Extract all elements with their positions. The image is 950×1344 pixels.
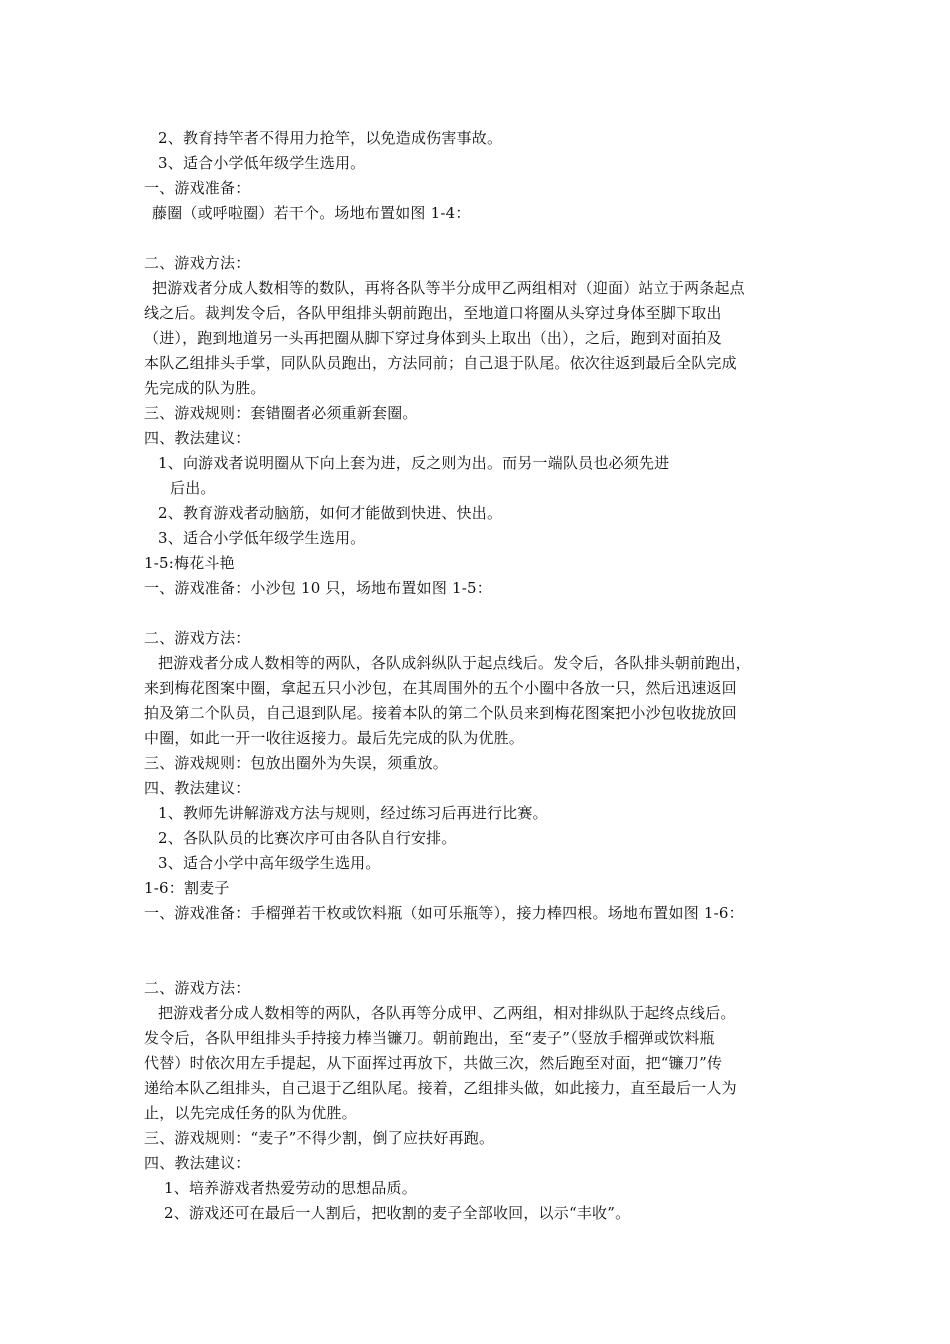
text-line: 本队乙组排头手掌，同队队员跑出，方法同前；自己退于队尾。依次往返到最后全队完成 (144, 354, 737, 372)
text-line: 线之后。裁判发令后，各队甲组排头朝前跑出，至地道口将圈从头穿过身体至脚下取出 (144, 304, 722, 322)
text-line: 3、适合小学低年级学生选用。 (158, 154, 366, 172)
section-heading: 二、游戏方法： (144, 979, 251, 997)
text-line: 把游戏者分成人数相等的两队，各队再等分成甲、乙两组，相对排纵队于起终点线后。 (158, 1004, 736, 1022)
list-item: 1、教师先讲解游戏方法与规则，经过练习后再进行比赛。 (158, 804, 548, 822)
text-line: 中圈，如此一开一收往返接力。最后先完成的队为优胜。 (144, 729, 525, 747)
text-line: 代替）时依次用左手提起，从下面挥过再放下，共做三次，然后跑至对面，把“镰刀”传 (144, 1054, 723, 1072)
list-item: 1、向游戏者说明圈从下向上套为进，反之则为出。而另一端队员也必须先进 (158, 454, 670, 472)
text-line: 把游戏者分成人数相等的数队，再将各队等半分成甲乙两组相对（迎面）站立于两条起点 (152, 279, 745, 297)
game-title: 1-6：割麦子 (144, 879, 230, 897)
text-line: 止，以先完成任务的队为优胜。 (144, 1104, 357, 1122)
list-item: 3、适合小学低年级学生选用。 (158, 529, 366, 547)
text-line: 把游戏者分成人数相等的两队，各队成斜纵队于起点线后。发令后，各队排头朝前跑出， (158, 654, 751, 672)
text-line: 后出。 (170, 479, 216, 497)
text-line: 来到梅花图案中圈，拿起五只小沙包，在其周围外的五个小圈中各放一只，然后迅速返回 (144, 679, 737, 697)
text-line: 发令后，各队甲组排头手持接力棒当镰刀。朝前跑出，至“麦子”（竖放手榴弹或饮料瓶 (144, 1029, 715, 1047)
section-heading: 三、游戏规则：套错圈者必须重新套圈。 (144, 404, 418, 422)
text-line: 藤圈（或呼啦圈）若干个。场地布置如图 1-4： (152, 204, 471, 222)
section-heading: 一、游戏准备： (144, 179, 251, 197)
text-line: （进），跑到地道另一头再把圈从脚下穿过身体到头上取出（出），之后，跑到对面拍及 (144, 329, 722, 347)
list-item: 2、各队队员的比赛次序可由各队自行安排。 (158, 829, 457, 847)
text-line: 2、教育持竿者不得用力抢竿，以免造成伤害事故。 (158, 129, 503, 147)
text-line: 先完成的队为胜。 (144, 379, 266, 397)
section-heading: 一、游戏准备：小沙包 10 只，场地布置如图 1-5： (144, 579, 492, 597)
list-item: 2、教育游戏者动脑筋，如何才能做到快进、快出。 (158, 504, 503, 522)
list-item: 2、游戏还可在最后一人割后，把收割的麦子全部收回，以示“丰收”。 (164, 1204, 631, 1222)
list-item: 1、培养游戏者热爱劳动的思想品质。 (164, 1179, 417, 1197)
game-title: 1-5:梅花斗艳 (144, 554, 235, 572)
text-line: 拍及第二个队员，自己退到队尾。接着本队的第二个队员来到梅花图案把小沙包收拢放回 (144, 704, 737, 722)
section-heading: 四、教法建议： (144, 429, 251, 447)
section-heading: 三、游戏规则：“麦子”不得少割，倒了应扶好再跑。 (144, 1129, 495, 1147)
text-line: 递给本队乙组排头，自己退于乙组队尾。接着，乙组排头做，如此接力，直至最后一人为 (144, 1079, 737, 1097)
section-heading: 二、游戏方法： (144, 629, 251, 647)
section-heading: 四、教法建议： (144, 779, 251, 797)
section-heading: 四、教法建议： (144, 1154, 251, 1172)
section-heading: 三、游戏规则：包放出圈外为失误，须重放。 (144, 754, 449, 772)
list-item: 3、适合小学中高年级学生选用。 (158, 854, 381, 872)
section-heading: 一、游戏准备：手榴弹若干枚或饮料瓶（如可乐瓶等），接力棒四根。场地布置如图 1-6： (144, 904, 744, 922)
section-heading: 二、游戏方法： (144, 254, 251, 272)
